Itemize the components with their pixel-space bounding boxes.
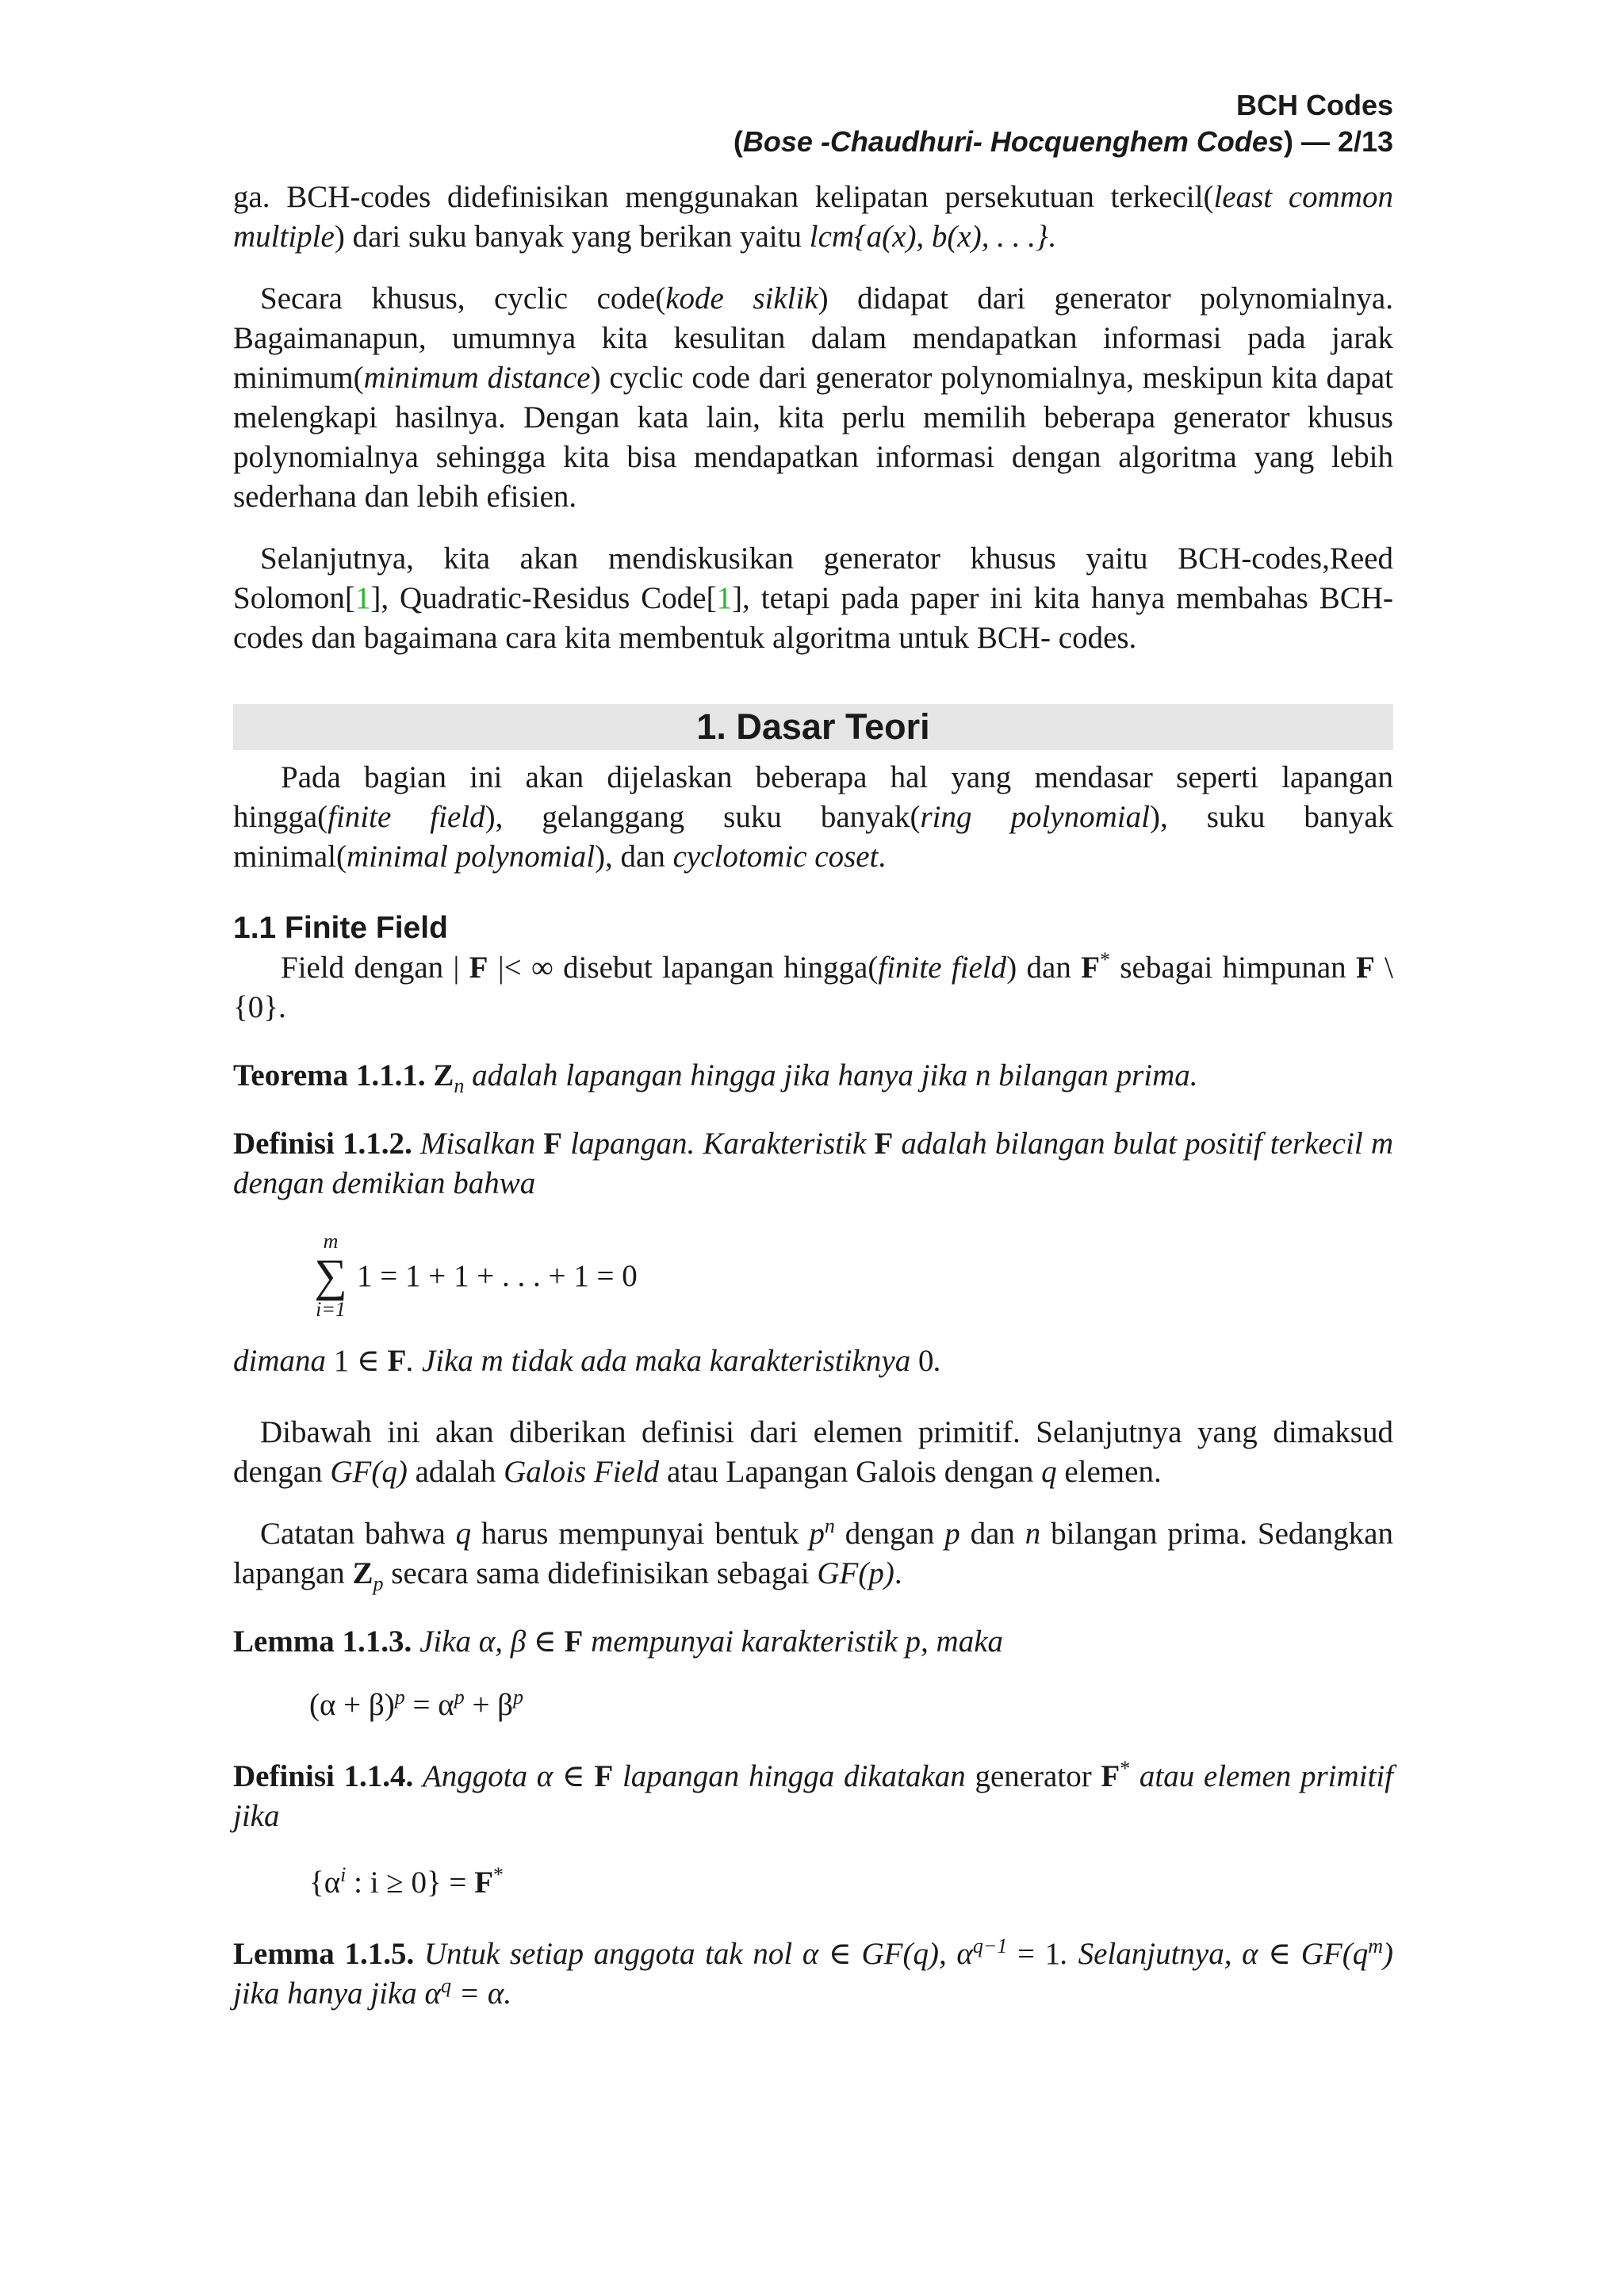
lemma-label: Lemma 1.1.5. — [233, 1937, 415, 1971]
definisi-1-1-4-equation — [309, 1863, 1393, 1903]
superscript: q−1 — [972, 1934, 1008, 1957]
definisi-1-1-2-continuation — [233, 1341, 1393, 1381]
theorem-text: adalah lapangan hingga jika hanya jika n bilangan prima. — [464, 1058, 1198, 1093]
summation-equation — [309, 1229, 1393, 1322]
equation-part: + β — [464, 1688, 514, 1722]
intro-paragraph-2 — [233, 279, 1393, 517]
definition-label: Definisi 1.1.2. — [233, 1127, 412, 1161]
summation-lower-limit: i=1 — [316, 1298, 346, 1321]
emphasis: ring polynomial — [920, 800, 1150, 834]
text: . Selanjutnya, — [1060, 1937, 1243, 1971]
theorem-label: Teorema 1.1.1. — [233, 1058, 426, 1093]
field-symbol: F — [1081, 951, 1101, 985]
text: Catatan bahwa — [260, 1517, 456, 1551]
text: Dibawah ini akan diberikan definisi dari elemen primitif. Selanjutnya yang dimaksud dengan — [233, 1415, 1393, 1489]
text: ) dari suku banyak yang berikan yaitu — [334, 220, 810, 254]
text: . — [504, 1976, 512, 2011]
text: . — [878, 840, 887, 874]
text-upright: generator — [975, 1759, 1092, 1793]
text: adalah — [407, 1455, 504, 1489]
header-subtitle-italic: Bose -Chaudhuri- Hocquenghem Codes — [742, 125, 1284, 158]
superscript: q — [441, 1974, 452, 1997]
text: ) cyclic code dari generator polynomialnya, meskipun kita dapat melengkapi hasilnya. Dengan kata lain, kita perlu memilih beberapa generator khusus polynomialnya sehingga kita bisa mendapatkan informasi dengan algoritma yang lebih sederhana dan lebih efisien. — [233, 361, 1393, 514]
emphasis: minimum distance — [363, 361, 591, 395]
text: ) dan — [1006, 951, 1082, 985]
summation-expression: 1 = 1 + 1 + . . . + 1 = 0 — [357, 1258, 638, 1293]
field-symbol: Z — [433, 1058, 454, 1093]
header-paren: ( — [733, 125, 743, 158]
text: |< ∞ disebut lapangan hingga( — [488, 951, 879, 985]
emphasis: finite field — [878, 951, 1007, 985]
lemma-1-1-3 — [233, 1622, 1393, 1662]
text: Secara khusus, cyclic code( — [260, 281, 666, 316]
text: Field dengan | — [281, 951, 469, 985]
superscript: m — [1368, 1934, 1383, 1957]
field-symbol: F — [469, 951, 488, 985]
superscript: i — [340, 1863, 347, 1886]
lemma-1-1-3-equation — [309, 1686, 1393, 1725]
emphasis: minimal polynomial — [346, 840, 596, 874]
field-symbol: F — [1101, 1759, 1120, 1793]
text: dimana — [233, 1344, 334, 1378]
text: bilangan prima. Sedangkan lapangan — [233, 1517, 1393, 1590]
emphasis: kode siklik — [665, 281, 818, 316]
sigma-symbol: ∑ — [314, 1249, 347, 1301]
text: atau Lapangan Galois dengan — [659, 1455, 1042, 1489]
section1-paragraph — [233, 758, 1393, 877]
equation-part: {α — [309, 1866, 341, 1900]
field-symbol: F — [474, 1866, 494, 1900]
inline-math: α ∈ GF(q — [1242, 1937, 1369, 1971]
emphasis: Galois Field — [504, 1455, 660, 1489]
text: \ {0}. — [233, 951, 1393, 1024]
field-symbol: F — [874, 1127, 894, 1161]
text: . — [1048, 220, 1056, 254]
field-symbol: F — [594, 1759, 614, 1793]
text: jika hanya jika — [233, 1976, 425, 2011]
text: atau elemen primitif jika — [233, 1759, 1393, 1833]
superscript: n — [824, 1514, 835, 1537]
superscript: p — [394, 1686, 405, 1709]
inline-math: = α — [451, 1976, 504, 2011]
lemma-1-1-5 — [233, 1934, 1393, 2014]
citation-link[interactable]: 1 — [354, 581, 371, 615]
inline-math: α — [424, 1976, 442, 2011]
emphasis: cyclotomic coset — [672, 840, 879, 874]
superscript: p — [513, 1686, 524, 1709]
text: ], tetapi pada paper ini kita hanya membahas BCH-codes dan bagaimana cara kita membentuk algoritma untuk BCH- codes. — [233, 581, 1393, 655]
inline-math: GF(p) — [817, 1556, 894, 1590]
field-symbol: F — [543, 1127, 563, 1161]
inline-math: α, β ∈ — [478, 1624, 565, 1659]
superscript: * — [1100, 948, 1111, 971]
superscript: * — [493, 1863, 504, 1886]
inline-math: p — [809, 1517, 825, 1551]
inline-math: lcm{a(x), b(x), . . .} — [809, 220, 1048, 254]
subscript: p — [373, 1571, 384, 1595]
superscript: * — [1120, 1757, 1131, 1780]
text: ) didapat dari generator polynomialnya. Bagaimanapun, umumnya kita kesulitan dalam mendapatkan informasi pada jarak minimum( — [233, 281, 1393, 395]
inline-math: ) — [1383, 1937, 1393, 1971]
header-subtitle — [233, 124, 1393, 160]
paragraph-catatan — [233, 1514, 1393, 1594]
text: sebagai himpunan — [1110, 951, 1356, 985]
text: Selanjutnya, kita akan mendiskusikan generator khusus yaitu BCH-codes,Reed Solomon[ — [233, 541, 1393, 615]
intro-paragraph-1 — [233, 178, 1393, 257]
running-header — [233, 87, 1393, 160]
text: ), dan — [595, 840, 673, 874]
equation-part: : i ≥ 0} = — [346, 1866, 475, 1900]
text: harus mempunyai bentuk — [471, 1517, 810, 1551]
summation-operator — [309, 1230, 352, 1321]
superscript: p — [454, 1686, 465, 1709]
inline-math: α ∈ — [536, 1759, 595, 1793]
text: . — [894, 1556, 902, 1590]
subscript: n — [454, 1073, 465, 1097]
text: ], Quadratic-Residus Code[ — [370, 581, 717, 615]
definition-label: Definisi 1.1.4. — [233, 1759, 414, 1793]
header-title: BCH Codes — [1235, 89, 1393, 121]
definisi-1-1-4 — [233, 1757, 1393, 1836]
summation-upper-limit: m — [323, 1230, 339, 1253]
definisi-1-1-2 — [233, 1124, 1393, 1203]
text: dan — [959, 1517, 1025, 1551]
text: ), suku banyak minimal( — [233, 800, 1394, 874]
text: adalah bilangan bulat positif terkecil m dengan demikian bahwa — [233, 1127, 1393, 1200]
teorema-1-1-1 — [233, 1056, 1393, 1096]
text: Untuk setiap anggota tak nol — [423, 1937, 802, 1971]
equation-part: (α + β) — [309, 1688, 395, 1722]
inline-math: 0 — [917, 1344, 934, 1378]
lemma-label: Lemma 1.1.3. — [233, 1624, 412, 1659]
text: mempunyai karakteristik p, maka — [583, 1624, 1003, 1659]
inline-math: p — [944, 1517, 960, 1551]
inline-math: = 1 — [1007, 1937, 1061, 1971]
text: . — [933, 1344, 942, 1378]
text: Jika — [419, 1624, 479, 1659]
field-symbol: Z — [352, 1556, 373, 1590]
text: ), gelanggang suku banyak( — [485, 800, 921, 834]
inline-math: q — [1041, 1455, 1057, 1489]
citation-link[interactable]: 1 — [716, 581, 733, 615]
text: lapangan hingga dikatakan — [613, 1759, 975, 1793]
page — [233, 87, 1393, 2014]
subsection-heading-finite-field: 1.1 Finite Field — [233, 911, 448, 945]
text: Misalkan — [419, 1127, 544, 1161]
header-page-number: ) — 2/13 — [1283, 125, 1393, 158]
intro-paragraph-3 — [233, 539, 1393, 658]
field-symbol: F — [564, 1624, 584, 1659]
text: elemen. — [1056, 1455, 1162, 1489]
field-symbol: F — [1355, 951, 1375, 985]
subsection11-paragraph — [233, 948, 1393, 1027]
inline-math: n — [1025, 1517, 1041, 1551]
emphasis: least common multiple — [233, 180, 1393, 254]
text: secara sama didefinisikan sebagai — [383, 1556, 818, 1590]
text: dengan — [834, 1517, 945, 1551]
text: ga. BCH-codes didefinisikan menggunakan kelipatan persekutuan terkecil( — [233, 180, 1214, 214]
inline-math: α ∈ GF(q), α — [802, 1937, 973, 1971]
text: Anggota — [422, 1759, 537, 1793]
inline-math: 1 ∈ — [333, 1344, 388, 1378]
equation-part: = α — [404, 1688, 454, 1722]
emphasis: finite field — [327, 800, 485, 834]
inline-math: q — [455, 1517, 472, 1551]
text: lapangan. Karakteristik — [562, 1127, 875, 1161]
inline-math: GF(q) — [330, 1455, 408, 1489]
section-heading-dasar-teori: 1. Dasar Teori — [233, 704, 1393, 750]
text: . Jika m tidak ada maka karakteristiknya — [406, 1344, 918, 1378]
paragraph-galois-field — [233, 1413, 1393, 1492]
text: Pada bagian ini akan dijelaskan beberapa hal yang mendasar seperti lapangan hingga( — [233, 760, 1393, 834]
field-symbol: F — [387, 1344, 407, 1378]
